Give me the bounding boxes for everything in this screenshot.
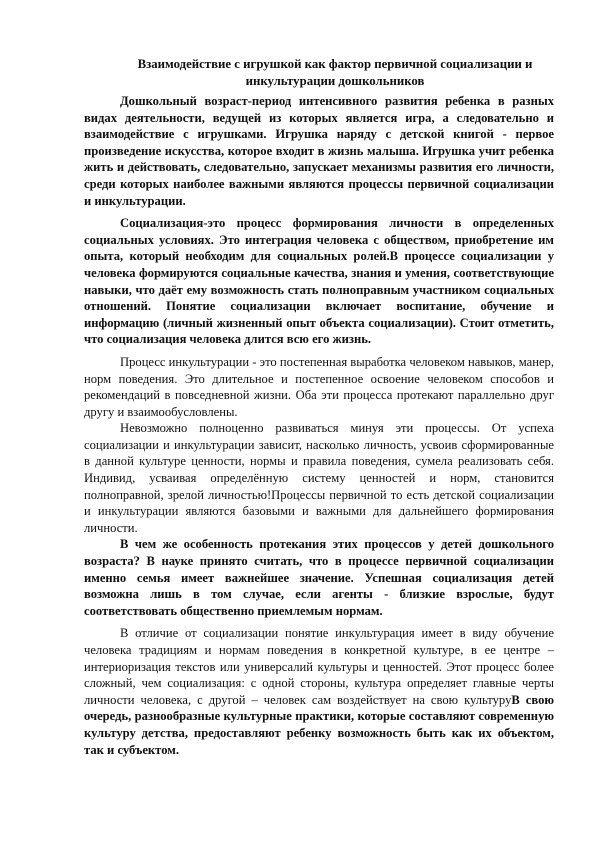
paragraph-culture-part2: В свою очередь, разнообразные культурные практики, которые составляют современную культуру детства, предоставляют ребенку возможность быть как их объектом, так и субъектом. [84, 692, 554, 757]
paragraph-inculturation: Процесс инкультурации - это постепенная выработка человеком навыков, манер, норм поведения. Это длительное и постепенное освоение человеком способов и рекомендаций в повседневной жизни. Оба эти процесса протекают параллельно друг другу и взаимообусловлены. [84, 354, 554, 419]
paragraph-culture-part1: В отличие от социализации понятие инкультурация имеет в виду обучение человека традициям и нормам поведения в конкретной культуре, в ее центре – интериоризация текстов или универсалий культуры и ценностей. Этот процесс более сложный, чем социализация: с одной стороны, культура определяет главные черты личности человека, с другой – человек сам воздействует на свою культуру [84, 626, 554, 707]
paragraph-culture [84, 625, 554, 758]
document-title: Взаимодействие с игрушкой как фактор первичной социализации и инкультурации дошкольников [137, 57, 533, 88]
paragraph-socialization: Социализация-это процесс формирования личности в определенных социальных условиях. Это интеграция человека с обществом, приобретение им опыта, который необходим для социальных ролей.В процессе социализации у человека формируются социальные качества, знания и умения, соответствующие навыки, что даёт ему возможность стать полноправным участником социальных отношений. Понятие социализации включает воспитание, обучение и информацию (личный жизненный опыт объекта социализации). Стоит отметить, что социализация человека длится всю его жизнь. [84, 216, 554, 347]
document-body [84, 93, 554, 758]
paragraph-importance: Невозможно полноценно развиваться минуя эти процессы. От успеха социализации и инкультурации зависит, насколько личность, усвоив сформированные в данной культуре ценности, нормы и правила поведения, сумела реализовать себя. Индивид, усваивая определённую систему ценностей и норм, становится полноправной, зрелой личностью!Процессы первичной то есть детской социализации и инкультурации являются базовыми и важными для дальнейшего формирования личности. [84, 421, 554, 535]
paragraph-preschool: В чем же особенность протекания этих процессов у детей дошкольного возраста? В науке принято считать, что в процессе первичной социализации именно семья имеет важнейшее значение. Успешная социализация детей возможна лишь в том случае, если агенты - близкие взрослые, будут соответствовать общественно приемлемым нормам. [84, 537, 554, 618]
paragraph-intro: Дошкольный возраст-период интенсивного развития ребенка в разных видах деятельности, ведущей из которых является игра, а следовательно и взаимодействие с игрушками. Игрушка наряду с детской книгой - первое произведение искусства, которое входит в жизнь малыша. Игрушка учит ребенка жить и действовать, следовательно, запускает механизмы развития его личности, среди которых наиболее важными являются процессы первичной социализации и инкультурации. [84, 94, 554, 208]
